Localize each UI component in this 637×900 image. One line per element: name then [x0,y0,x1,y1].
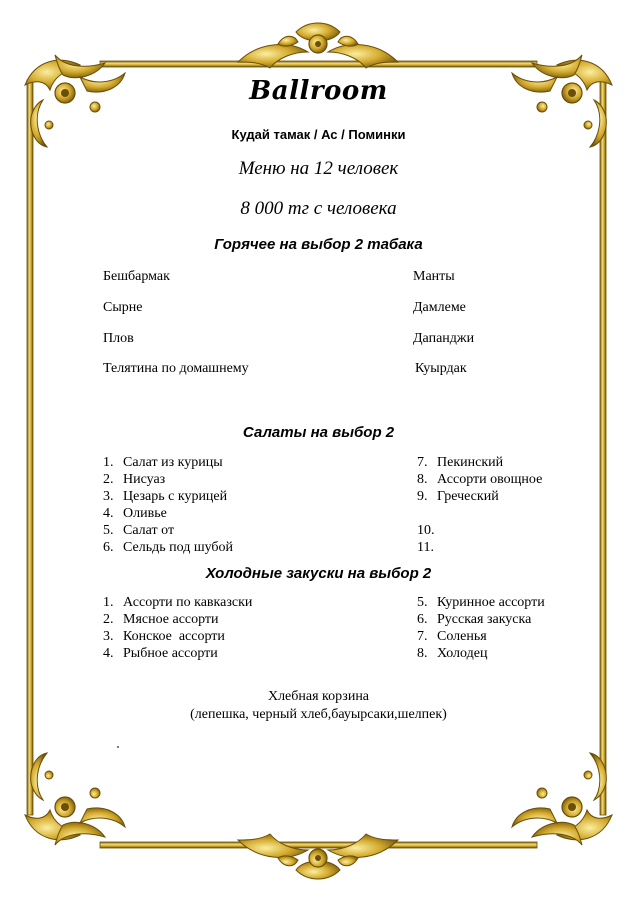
salad-item [103,505,167,522]
cold-appetizer-item [417,611,531,628]
hot-dish-item: Дапанджи [413,331,475,346]
bread-basket-title: Хлебная корзина [267,689,370,704]
price-per-person: 8 000 тг с человека [240,198,397,219]
item-number: 2. [103,612,114,627]
item-label: Сельдь под шубой [123,540,234,555]
cold-appetizer-item [103,645,218,662]
cold-appetizer-item [103,611,219,628]
item-number: 10. [417,523,435,538]
hot-dish-item: Сырне [103,300,143,315]
hot-dish-item: Плов [103,331,134,346]
item-label: Пекинский [437,455,504,470]
salad-item [103,471,165,488]
item-label: Рыбное ассорти [123,646,218,661]
hot-dish-item: Дамлеме [413,300,466,315]
cold-appetizer-item [417,645,487,662]
item-number: 8. [417,646,428,661]
item-number: 7. [417,629,428,644]
item-number: 8. [417,472,428,487]
cold-appetizer-item [103,628,225,645]
event-subtitle: Кудай тамак / Ас / Поминки [231,127,406,142]
salad-item [417,488,499,505]
item-number: 4. [103,506,114,521]
item-number: 1. [103,595,114,610]
item-label: Цезарь с курицей [123,489,228,504]
item-label: Конское ассорти [123,629,225,644]
menu-guest-count: Меню на 12 человек [238,158,399,179]
item-label: Салат из курицы [123,455,223,470]
item-label: Оливье [123,506,167,521]
salad-item [103,454,223,471]
item-number: 2. [103,472,114,487]
cold-appetizer-item [417,628,487,645]
item-number: 1. [103,455,114,470]
salad-item [103,539,233,556]
item-number: 3. [103,629,114,644]
item-label: Куринное ассорти [437,595,545,610]
item-label: Мясное ассорти [123,612,219,627]
item-label: Салат от [123,523,175,538]
item-number: 5. [103,523,114,538]
item-label: Греческий [437,489,499,504]
item-number: 7. [417,455,428,470]
item-label: Ассорти овощное [437,472,543,487]
item-number: 9. [417,489,428,504]
item-label: Русская закуска [437,612,532,627]
cold-appetizer-item [103,594,252,611]
cold-appetizer-item [417,594,545,611]
salad-item [417,454,503,471]
item-label: Ассорти по кавказски [123,595,253,610]
item-label: Нисуаз [123,472,166,487]
salad-item [417,539,437,556]
item-number: 3. [103,489,114,504]
item-number: 6. [103,540,114,555]
item-label: Соленья [437,629,487,644]
item-number: 5. [417,595,428,610]
salad-item [417,471,542,488]
salad-item [103,488,227,505]
salad-item [417,522,437,539]
hot-dish-item: Бешбармак [103,269,170,284]
salad-item [103,522,174,539]
stray-mark [117,746,119,748]
item-number: 11. [417,540,434,555]
bread-basket-details: (лепешка, черный хлеб,бауырсаки,шелпек) [190,707,447,722]
page-title: Ballroom [249,76,388,106]
hot-dish-item: Телятина по домашнему [103,361,249,376]
hot-dishes-heading: Горячее на выбор 2 табака [214,236,423,253]
item-label: Холодец [437,646,488,661]
hot-dish-item: Манты [413,269,455,284]
hot-dish-item: Куырдак [415,361,467,376]
salads-heading: Салаты на выбор 2 [242,424,395,441]
cold-appetizers-heading: Холодные закуски на выбор 2 [205,565,432,582]
item-number: 6. [417,612,428,627]
item-number: 4. [103,646,114,661]
